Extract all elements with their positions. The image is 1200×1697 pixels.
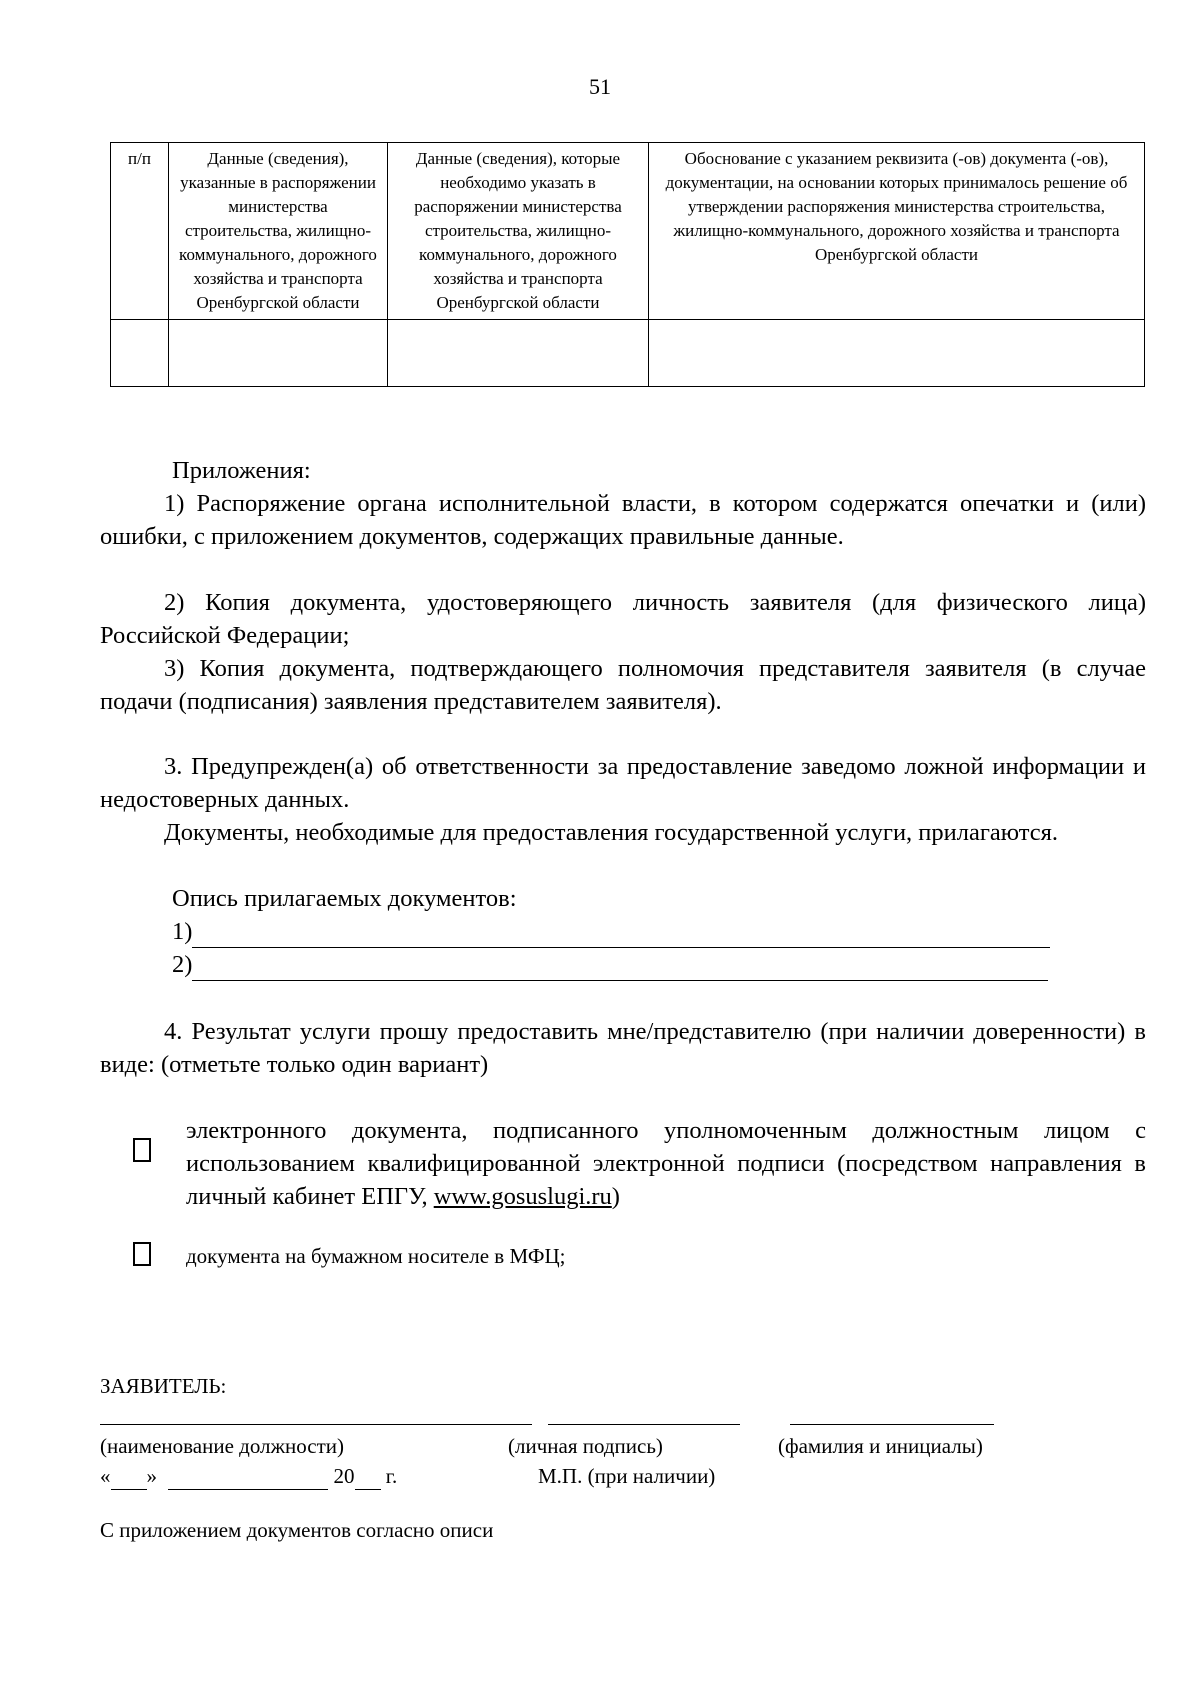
date-year-input[interactable] [355, 1467, 381, 1490]
signature-line[interactable] [548, 1424, 740, 1425]
date-field [100, 1462, 397, 1490]
page-number: 51 [589, 74, 611, 99]
table-cell[interactable] [388, 320, 649, 387]
date-year-prefix: 20 [333, 1464, 355, 1488]
inventory-line-2 [172, 948, 1048, 981]
table-cell[interactable] [169, 320, 388, 387]
paper-option-checkbox[interactable] [133, 1242, 151, 1266]
inventory-number: 1) [172, 918, 193, 945]
responsibility-warning: 3. Предупрежден(а) об ответственности за предоставление заведомо ложной информации и недостоверных данных. [100, 753, 1146, 813]
attachment-item: 1) Распоряжение органа исполнительной власти, в котором содержатся опечатки и (или) ошибки, с приложением документов, содержащих правильные данные. [100, 490, 1146, 550]
table-header-row [111, 143, 1145, 320]
position-line[interactable] [100, 1424, 532, 1425]
table-header-cell: Данные (сведения), указанные в распоряжении министерства строительства, жилищно-коммунального, дорожного хозяйства и транспорта Оренбургской области [169, 143, 388, 320]
electronic-option-close: ) [611, 1183, 620, 1210]
gosuslugi-link[interactable]: www.gosuslugi.ru [433, 1183, 612, 1210]
inventory-input-1[interactable] [192, 921, 1050, 948]
name-line[interactable] [790, 1424, 994, 1425]
stamp-caption: М.П. (при наличии) [538, 1464, 716, 1488]
attachment-item: 3) Копия документа, подтверждающего полномочия представителя заявителя (в случае подачи (подписания) заявления представителем заявителя). [100, 655, 1146, 715]
corrections-table [110, 142, 1145, 387]
inventory-input-2[interactable] [192, 954, 1048, 981]
table-header-cell: п/п [111, 143, 169, 320]
table-cell[interactable] [111, 320, 169, 387]
position-caption: (наименование должности) [100, 1434, 345, 1458]
table-cell[interactable] [649, 320, 1145, 387]
inventory-title: Опись прилагаемых документов: [172, 885, 517, 912]
footer-note: С приложением документов согласно описи [100, 1518, 494, 1542]
date-close-quote: » [146, 1464, 157, 1488]
inventory-line-1 [172, 915, 1050, 948]
result-request-text: 4. Результат услуги прошу предоставить мне/представителю (при наличии доверенности) в виде: (отметьте только один вариант) [100, 1018, 1146, 1078]
electronic-option-text: электронного документа, подписанного уполномоченным должностным лицом с использованием квалифицированной электронной подписи (посредством направления в личный кабинет ЕПГУ, [186, 1117, 1146, 1210]
attachment-item: 2) Копия документа, удостоверяющего личность заявителя (для физического лица) Российской Федерации; [100, 589, 1146, 649]
date-month-input[interactable] [168, 1467, 328, 1490]
date-open-quote: « [100, 1464, 111, 1488]
table-header-cell: Данные (сведения), которые необходимо указать в распоряжении министерства строительства, жилищно-коммунального, дорожного хозяйства и транспорта Оренбургской области [388, 143, 649, 320]
signature-caption: (личная подпись) [508, 1434, 663, 1458]
date-suffix: г. [385, 1464, 398, 1488]
table-header-cell: Обоснование с указанием реквизита (-ов) документа (-ов), документации, на основании которых принималось решение об утверждении распоряжения министерства строительства, жилищно-коммунального, дорожного хозяйства и транспорта Оренбургской области [649, 143, 1145, 320]
name-caption: (фамилия и инициалы) [778, 1434, 983, 1458]
documents-attached-note: Документы, необходимые для предоставления государственной услуги, прилагаются. [164, 819, 1059, 846]
electronic-option-checkbox[interactable] [133, 1138, 151, 1162]
applicant-label: ЗАЯВИТЕЛЬ: [100, 1374, 227, 1398]
paper-option-label: документа на бумажном носителе в МФЦ; [186, 1244, 566, 1268]
date-day-input[interactable] [111, 1467, 147, 1490]
electronic-option-label [186, 1114, 1146, 1213]
attachments-title: Приложения: [172, 457, 311, 484]
inventory-number: 2) [172, 951, 193, 978]
table-row [111, 320, 1145, 387]
